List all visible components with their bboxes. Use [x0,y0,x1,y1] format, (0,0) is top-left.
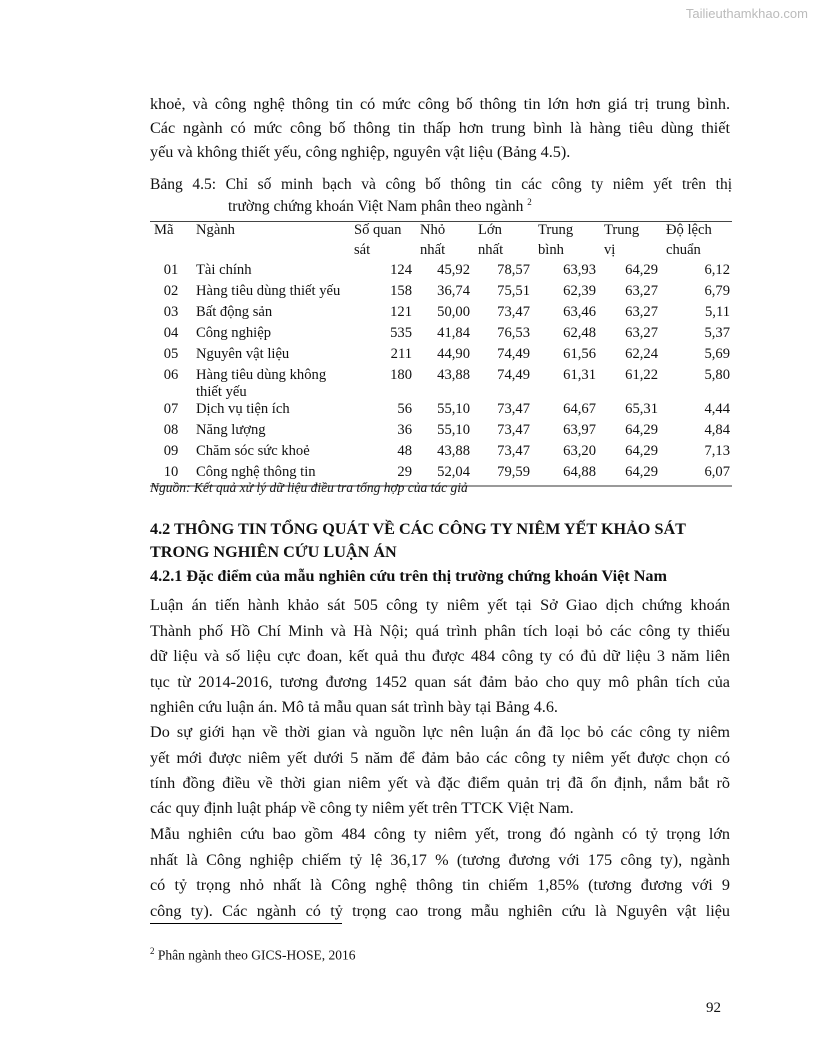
table-cell: 07 [163,401,179,417]
table-cell: Hàng tiêu dùng không thiết yếu [196,367,327,400]
table-cell: 45,92 [437,262,470,278]
text-line: Do sự giới hạn về thời gian và nguồn lực nên luận án đã lọc bỏ các công ty niêm [150,723,730,741]
table-cell: 73,47 [497,422,530,438]
table-cell: 6,07 [704,464,730,480]
column-header-cont [150,242,192,262]
table-cell: 05 [163,346,179,362]
column-header: Nhỏ [420,222,446,238]
table-cell: 03 [163,304,179,320]
table-row [150,304,732,325]
footnote-text: Phân ngành theo GICS-HOSE, 2016 [157,947,356,963]
table-cell: Dịch vụ tiện ích [196,401,290,417]
column-header: Trung [538,222,574,238]
table-cell: 61,56 [563,346,596,362]
table-cell: 08 [163,422,179,438]
table-cell: 211 [390,346,412,362]
table-cell: 61,31 [563,367,596,383]
column-header: Độ lệch [666,222,712,238]
text-line: dữ liệu và số liệu cực đoan, kết quả thu được 484 công ty có đủ dữ liệu 3 năm liên [150,647,730,665]
table-row [150,422,732,443]
text-line: Mẫu nghiên cứu bao gồm 484 công ty niêm yết, trong đó ngành có tỷ trọng lớn [150,825,730,843]
table-row [150,262,732,283]
column-header: Số quan [354,222,402,238]
table-cell: 50,00 [437,304,470,320]
table-cell: 61,22 [625,367,658,383]
table-cell: 36,74 [437,283,470,299]
table-cell: 65,31 [625,401,658,417]
text-line: Luận án tiến hành khảo sát 505 công ty niêm yết tại Sở Giao dịch chứng khoán [150,596,730,614]
table-cell: 79,59 [497,464,530,480]
table-cell: 41,84 [437,325,470,341]
table-cell: 64,29 [625,464,658,480]
table-source: Nguồn: Kết quả xử lý dữ liệu điều tra tổng hợp của tác giả [150,480,468,495]
table-cell: 10 [163,464,179,480]
table-row [150,346,732,367]
text-line: yết mới được niêm yết dưới 5 năm để đảm bảo các công ty niêm yết được chọn có [150,749,730,767]
table-cell: 62,24 [625,346,658,362]
table-cell: Nguyên vật liệu [196,346,290,362]
table-cell: Chăm sóc sức khoẻ [196,443,310,459]
table-cell: 43,88 [437,443,470,459]
table-caption-line1: Bảng 4.5: Chỉ số minh bạch và công bố thông tin các công ty niêm yết trên thị [150,176,732,193]
text-line: yếu và không thiết yếu, công nghiệp, nguyên vật liệu (Bảng 4.5). [150,143,571,161]
watermark: Tailieuthamkhao.com [685,6,808,21]
table-cell: 6,12 [704,262,730,278]
column-header-cont: nhất [420,242,446,258]
table-cell: 5,69 [704,346,730,362]
column-header: Ngành [196,222,235,238]
table-cell: 44,90 [437,346,470,362]
text-line: tính đồng điều về thời gian niêm yết và đặc điểm quản trị đã ổn định, nắm bắt rõ [150,774,730,792]
table-cell: 55,10 [437,422,470,438]
table-cell: 124 [390,262,412,278]
table-cell: 4,44 [704,401,730,417]
table-cell: 02 [163,283,179,299]
text-line: khoẻ, và công nghệ thông tin có mức công bố thông tin lớn hơn giá trị trung bình. [150,95,730,113]
page-number: 92 [706,1000,721,1016]
column-header-cont [192,242,350,262]
table-cell: 73,47 [497,304,530,320]
table-cell: 52,04 [437,464,470,480]
table-cell: 64,29 [625,422,658,438]
table-cell: 01 [163,262,179,278]
table-cell: 43,88 [437,367,470,383]
table-cell: 6,79 [704,283,730,299]
table-cell: 75,51 [497,283,530,299]
footnote [150,946,356,964]
table-row [150,443,732,464]
subsection-heading: 4.2.1 Đặc điểm của mẫu nghiên cứu trên thị trường chứng khoán Việt Nam [150,567,668,585]
data-table [150,221,732,487]
table-cell: 63,27 [625,283,658,299]
section-heading-line2: TRONG NGHIÊN CỨU LUẬN ÁN [150,543,397,561]
table-cell: 4,84 [704,422,730,438]
column-header: Trung [604,222,640,238]
table-cell: 29 [397,464,412,480]
table-cell: Công nghiệp [196,325,271,341]
table-cell: 63,27 [625,325,658,341]
column-header-cont: nhất [478,242,504,258]
table-cell: 5,80 [704,367,730,383]
table-cell: 63,20 [563,443,596,459]
table-cell: 09 [163,443,179,459]
column-header-cont: chuẩn [666,242,701,258]
column-header: Mã [154,222,174,238]
table-cell: 535 [390,325,412,341]
table-cell: 63,93 [563,262,596,278]
footnote-mark: 2 [150,946,155,956]
table-cell: 74,49 [497,367,530,383]
table-caption-line2 [228,197,532,216]
table-cell: 121 [390,304,412,320]
table-cell: 63,97 [563,422,596,438]
table-row [150,325,732,346]
text-line: có tỷ trọng nhỏ nhất là Công nghệ thông tin chiếm 1,85% (tương đương với 9 [150,876,730,894]
table-cell: 06 [163,367,179,383]
caption-text: trường chứng khoán Việt Nam phân theo ngành [228,198,524,216]
table-row [150,283,732,304]
text-line: nhất là Công nghiệp chiếm tỷ lệ 36,17 % (tương đương với 175 công ty), ngành [150,851,730,869]
table-cell: Công nghệ thông tin [196,464,316,480]
table-cell: 7,13 [704,443,730,459]
table-row [150,367,732,401]
table-cell: Tài chính [196,262,252,278]
table-cell: 64,67 [563,401,596,417]
table-cell: 48 [397,443,412,459]
table-cell: 180 [390,367,412,383]
column-header-cont: sát [354,242,371,258]
table-cell: 5,37 [704,325,730,341]
text-line: các quy định luật pháp về công ty niêm yết trên TTCK Việt Nam. [150,799,574,817]
table-cell: 04 [163,325,179,341]
text-line: nghiên cứu luận án. Mô tả mẫu quan sát trình bày tại Bảng 4.6. [150,698,558,716]
table-cell: Hàng tiêu dùng thiết yếu [196,283,341,299]
table-cell: Năng lượng [196,422,266,438]
section-heading-line1: 4.2 THÔNG TIN TỔNG QUÁT VỀ CÁC CÔNG TY NIÊM YẾT KHẢO SÁT [150,520,686,538]
table-cell: 63,46 [563,304,596,320]
footnote-ref: 2 [527,197,532,207]
header-row [150,222,732,243]
text-line: tục từ 2014-2016, tương đương 1452 quan sát đảm bảo cho quy mô phân tích của [150,673,730,691]
table-cell: 62,48 [563,325,596,341]
table-cell: 55,10 [437,401,470,417]
table-row [150,401,732,422]
column-header-cont: vị [604,242,616,258]
table-cell: 62,39 [563,283,596,299]
text-line: công ty). Các ngành có tỷ trọng cao trong mẫu nghiên cứu là Nguyên vật liệu [150,902,730,920]
table-cell: 64,29 [625,443,658,459]
table-cell: 63,27 [625,304,658,320]
table-cell: 64,88 [563,464,596,480]
table-cell: 76,53 [497,325,530,341]
text-line: Các ngành có mức công bố thông tin thấp hơn trung bình là hàng tiêu dùng thiết [150,119,730,137]
table-cell: 56 [397,401,412,417]
table-cell: Bất động sản [196,304,273,320]
table-cell: 74,49 [497,346,530,362]
footnote-divider [150,923,342,924]
table-cell: 64,29 [625,262,658,278]
table-cell: 5,11 [705,304,730,320]
header-row-2 [150,242,732,262]
table-cell: 73,47 [497,443,530,459]
table-cell: 78,57 [497,262,530,278]
table-cell: 36 [397,422,412,438]
table-cell: 73,47 [497,401,530,417]
table-cell: 158 [390,283,412,299]
column-header-cont: bình [538,242,564,258]
column-header: Lớn [478,222,502,238]
text-line: Thành phố Hồ Chí Minh và Hà Nội; quá trình phân tích loại bỏ các công ty thiếu [150,622,730,640]
